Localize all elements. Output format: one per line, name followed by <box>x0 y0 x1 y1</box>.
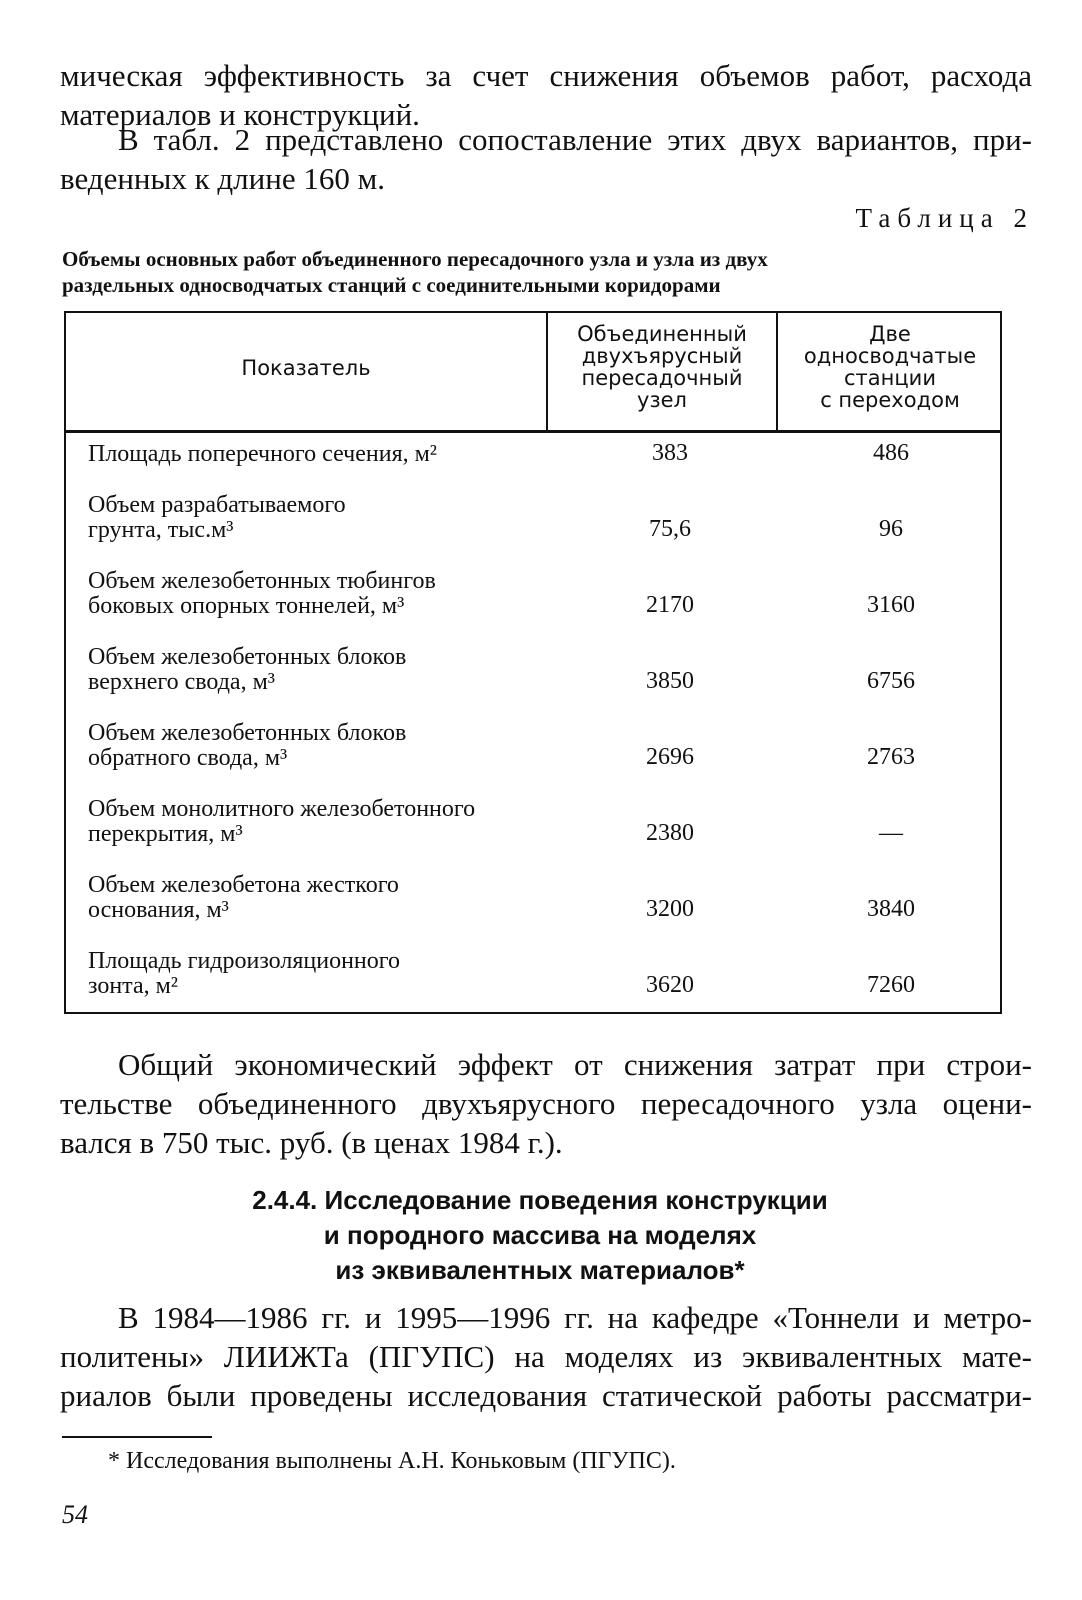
value-two-stations: 96 <box>879 516 903 542</box>
row-label-line: Объем разрабатываемого <box>88 492 346 518</box>
row-label-line: Объем железобетонных блоков <box>88 644 407 670</box>
row-label-line: обратного свода, м³ <box>88 745 288 771</box>
value-combined: 3200 <box>646 896 694 922</box>
header-combined-node <box>548 323 776 411</box>
row-label <box>88 493 346 543</box>
value-two-stations: 7260 <box>867 972 915 998</box>
row-label-line: Объем железобетонных блоков <box>88 720 407 746</box>
text-line: вался в 750 тыс. руб. (в ценах 1984 г.). <box>60 1125 563 1160</box>
value-combined: 75,6 <box>649 516 691 542</box>
row-label-line: Площадь гидроизоляционного <box>88 948 400 974</box>
text-line: Общий экономический эффект от снижения затрат при строи- <box>118 1047 1032 1082</box>
value-two-stations: 2763 <box>867 744 915 770</box>
value-two-stations: 486 <box>873 440 909 466</box>
text-line: политены» ЛИИЖТа (ПГУПС) на моделях из эквивалентных мате- <box>60 1339 1032 1374</box>
header-two-stations <box>778 323 1002 411</box>
footnote: * Исследования выполнены А.Н. Коньковым (ПГУПС). <box>108 1448 676 1474</box>
row-label <box>88 949 400 999</box>
row-label <box>88 645 406 695</box>
table-title-line: раздельных односводчатых станций с соединительными коридорами <box>62 273 721 297</box>
value-combined: 2170 <box>646 592 694 618</box>
row-label <box>88 442 437 467</box>
heading-line: и породного массива на моделях <box>323 1220 757 1250</box>
header-line: станции <box>844 366 936 390</box>
header-line: Две <box>869 322 911 346</box>
footnote-rule <box>62 1436 212 1438</box>
value-combined: 2696 <box>646 744 694 770</box>
text-line: риалов были проведены исследования статической работы рассматри- <box>60 1378 1032 1413</box>
economic-effect-paragraph <box>60 1045 1032 1162</box>
header-line: с переходом <box>820 388 960 412</box>
value-combined: 383 <box>652 440 688 466</box>
text-line: тельстве объединенного двухъярусного пересадочного узла оцени- <box>60 1086 1032 1121</box>
research-paragraph <box>60 1298 1032 1415</box>
row-label <box>88 797 475 847</box>
text-line: В табл. 2 представлено сопоставление этих двух вариантов, при- <box>118 122 1032 157</box>
data-table <box>64 311 1002 1014</box>
table-title <box>62 246 962 298</box>
row-label-line: верхнего свода, м³ <box>88 669 275 695</box>
table-reference-paragraph <box>60 120 1032 198</box>
row-label-line: боковых опорных тоннелей, м³ <box>88 593 405 619</box>
header-line: узел <box>637 388 687 412</box>
row-label-line: грунта, тыс.м³ <box>88 517 234 543</box>
header-line: пересадочный <box>581 366 743 390</box>
header-indicator: Показатель <box>241 356 371 380</box>
value-two-stations: 3840 <box>867 896 915 922</box>
header-line: двухъярусный <box>581 344 743 368</box>
row-label-line: перекрытия, м³ <box>88 821 243 847</box>
text-line: мическая эффективность за счет снижения объемов работ, расхода <box>60 58 1032 93</box>
heading-line: 2.4.4. Исследование поведения конструкции <box>252 1185 828 1215</box>
row-label-line: Площадь поперечного сечения, м² <box>88 441 437 467</box>
text-line: В 1984—1986 гг. и 1995—1996 гг. на кафедре «Тоннели и метро- <box>118 1300 1032 1335</box>
value-two-stations: 6756 <box>867 668 915 694</box>
row-label <box>88 569 436 619</box>
table-label: Таблица 2 <box>855 203 1034 233</box>
value-two-stations: 3160 <box>867 592 915 618</box>
header-line: Объединенный <box>577 322 747 346</box>
text-line: веденных к длине 160 м. <box>60 161 385 196</box>
row-label-line: основания, м³ <box>88 897 229 923</box>
header-line: односводчатые <box>803 344 977 368</box>
section-heading <box>100 1183 980 1288</box>
value-combined: 3620 <box>646 972 694 998</box>
page-number: 54 <box>62 1500 88 1529</box>
row-label-line: зонта, м² <box>88 973 178 999</box>
row-label-line: Объем железобетонных тюбингов <box>88 568 436 594</box>
table-title-line: Объемы основных работ объединенного пересадочного узла и узла из двух <box>62 247 768 271</box>
value-combined: 2380 <box>646 820 694 846</box>
value-two-stations: — <box>879 820 903 846</box>
row-label-line: Объем железобетона жесткого <box>88 872 399 898</box>
text-line: материалов и конструкций. <box>60 97 420 132</box>
row-label <box>88 721 406 771</box>
value-combined: 3850 <box>646 668 694 694</box>
row-label-line: Объем монолитного железобетонного <box>88 796 476 822</box>
header-separator <box>66 430 1000 433</box>
row-label <box>88 873 399 923</box>
heading-line: из эквивалентных материалов* <box>335 1255 745 1285</box>
